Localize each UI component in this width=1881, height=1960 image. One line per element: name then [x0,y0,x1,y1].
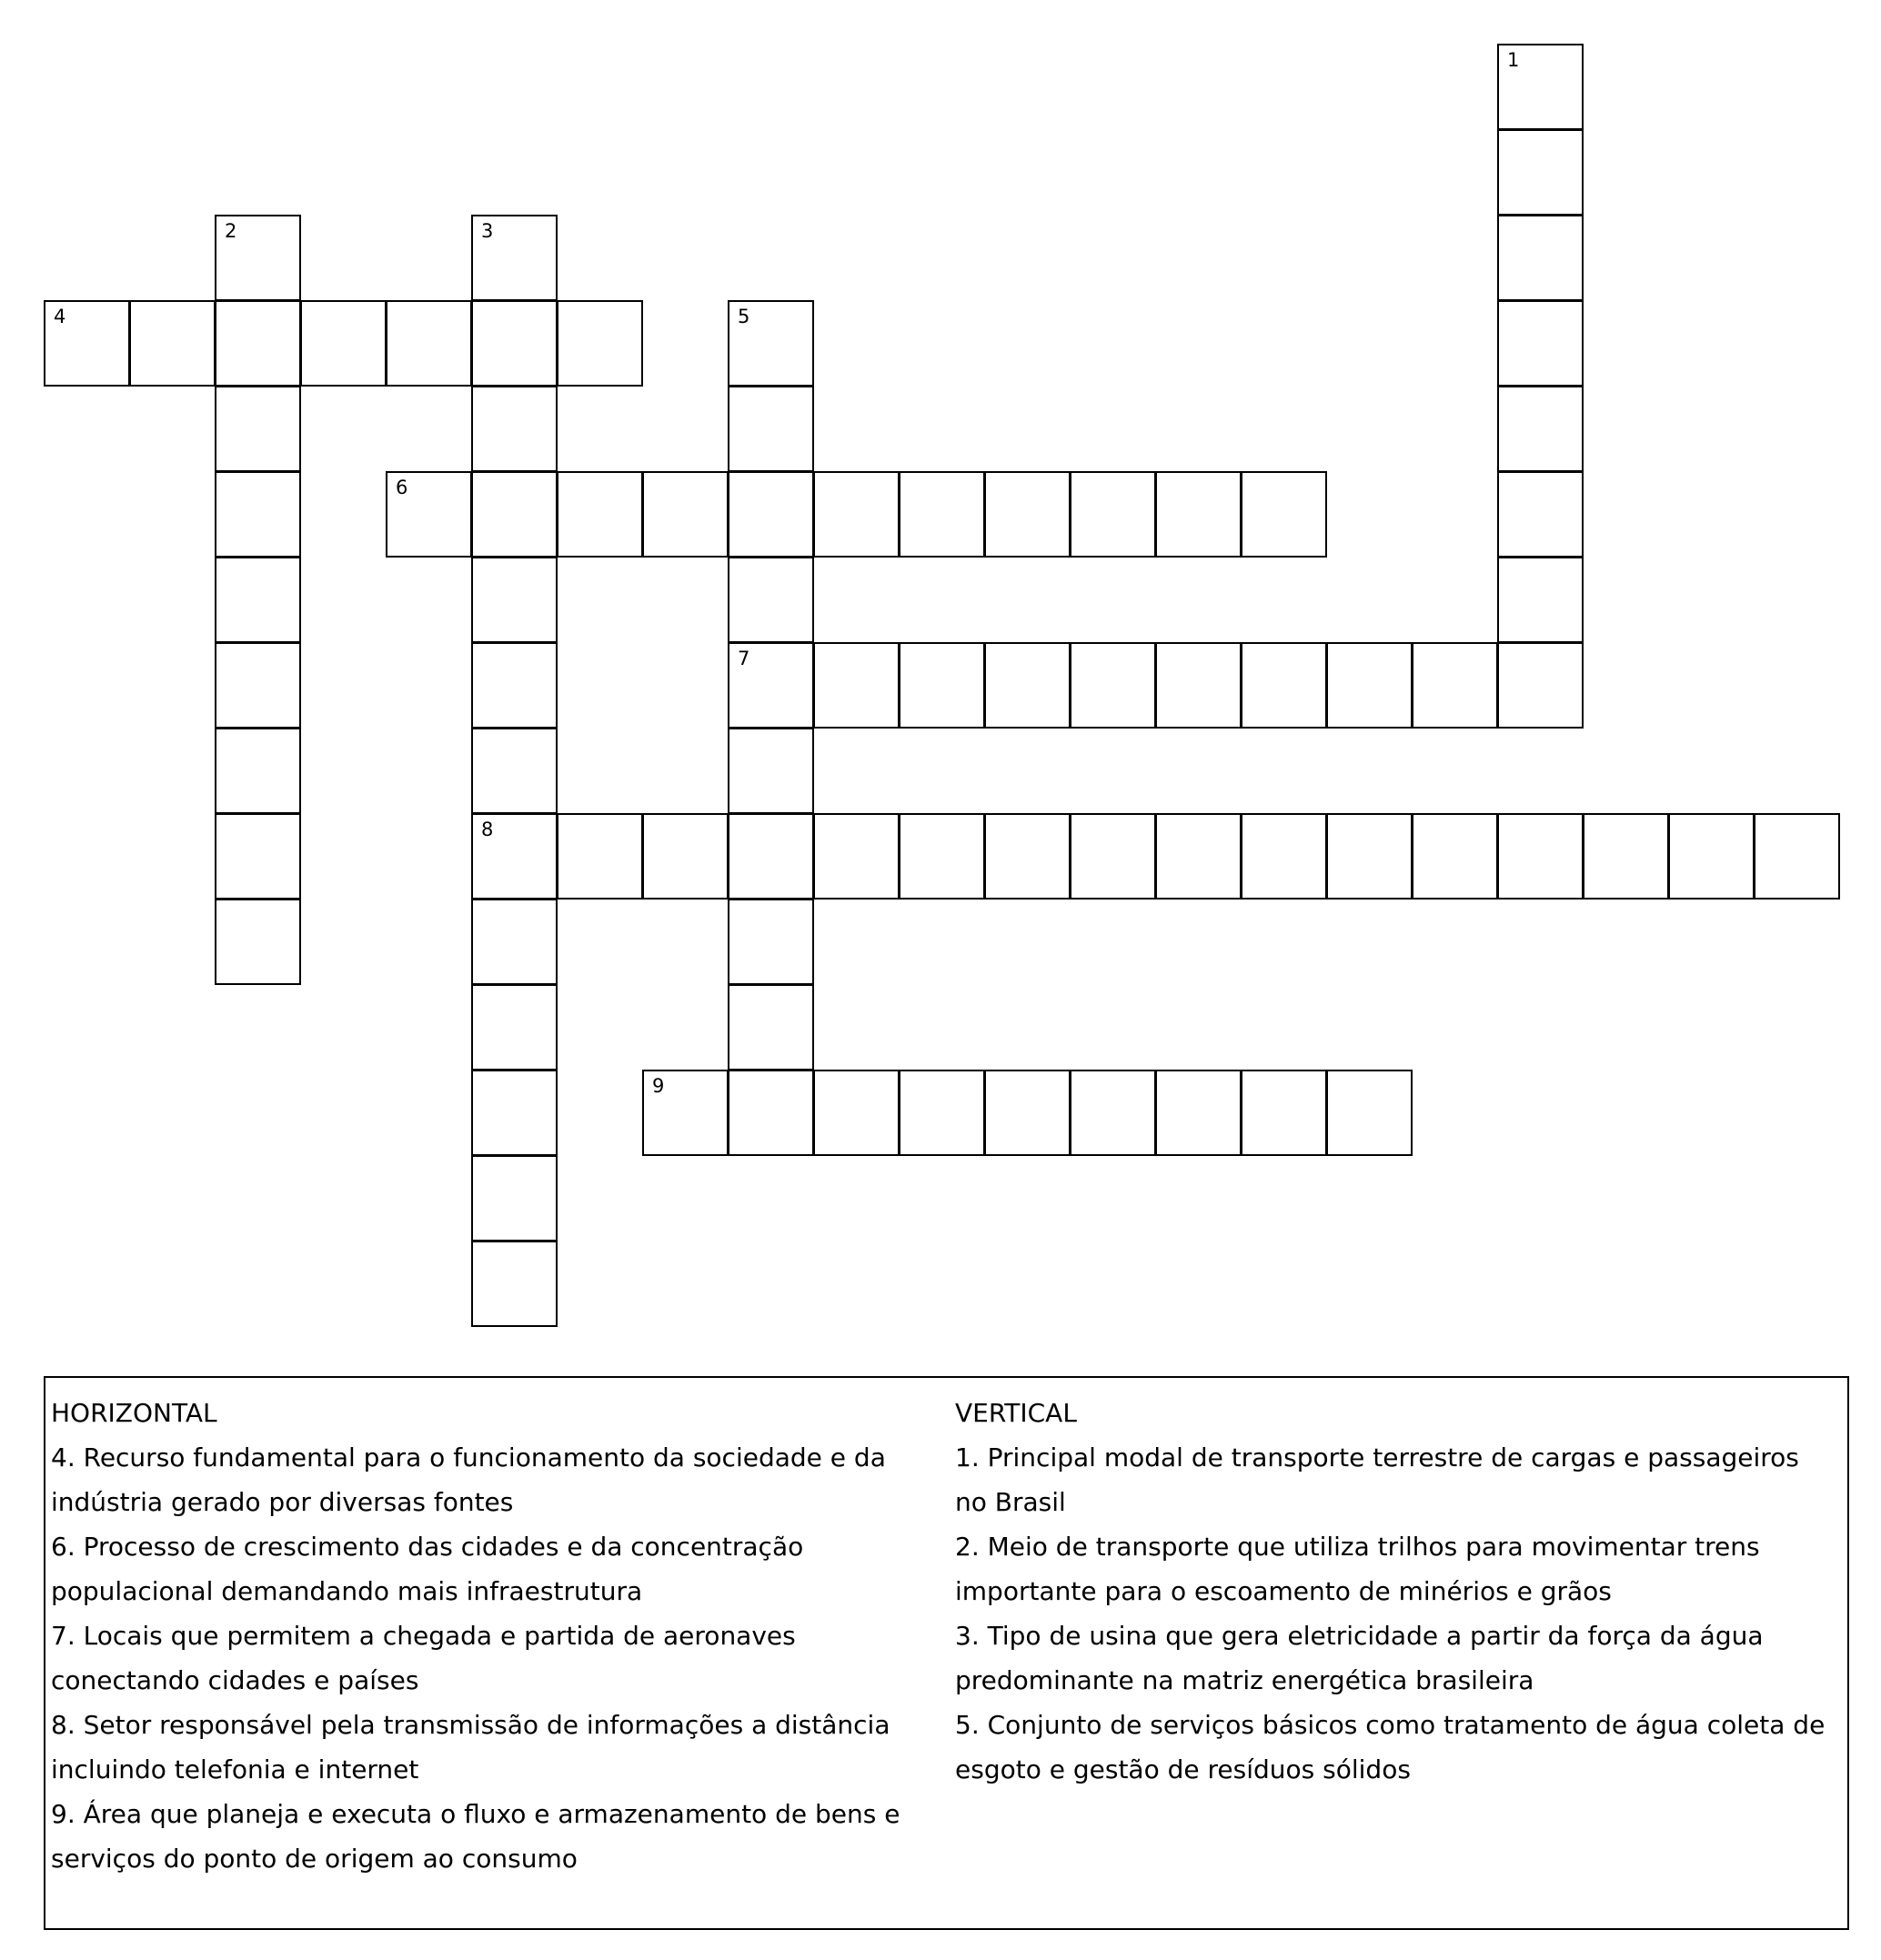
grid-cell-r7-c13[interactable] [1155,642,1242,729]
clue-across-9: 9. Área que planeja e executa o fluxo e armazenamento de bens e serviços do ponto de origem ao consumo [51,1799,900,1874]
grid-cell-r5-c17[interactable] [1497,471,1584,558]
grid-cell-r6-c2[interactable] [215,557,301,643]
grid-cell-r12-c9[interactable] [813,1070,900,1156]
grid-cell-r5-c13[interactable] [1155,471,1242,558]
grid-cell-r12-c8[interactable] [728,1070,814,1156]
grid-cell-r5-c9[interactable] [813,471,900,558]
grid-cell-r7-c12[interactable] [1070,642,1156,729]
grid-cell-r7-c16[interactable] [1412,642,1498,729]
grid-cell-r13-c5[interactable] [471,1155,558,1241]
grid-cell-r6-c17[interactable] [1497,557,1584,643]
grid-cell-r7-c11[interactable] [984,642,1071,729]
grid-cell-r9-c17[interactable] [1497,813,1584,900]
clue-across-4: 4. Recurso fundamental para o funcionamento da sociedade e da indústria gerado por diversas fontes [51,1442,886,1517]
grid-cell-r5-c7[interactable] [642,471,729,558]
grid-cell-r3-c17[interactable] [1497,300,1584,387]
grid-cell-r12-c7[interactable] [642,1070,729,1156]
grid-cell-r3-c6[interactable] [557,300,643,387]
grid-cell-r8-c8[interactable] [728,728,814,814]
clue-down-5: 5. Conjunto de serviços básicos como tratamento de água coleta de esgoto e gestão de resíduos sólidos [955,1710,1826,1784]
grid-cell-r3-c5[interactable] [471,300,558,387]
clue-number-6: 6 [396,477,408,498]
grid-cell-r9-c20[interactable] [1754,813,1840,900]
grid-cell-r7-c8[interactable] [728,642,814,729]
vertical-clues-heading: VERTICAL [955,1398,1077,1428]
grid-cell-r9-c2[interactable] [215,813,301,900]
grid-cell-r12-c14[interactable] [1241,1070,1327,1156]
grid-cell-r9-c19[interactable] [1668,813,1755,900]
grid-cell-r12-c13[interactable] [1155,1070,1242,1156]
grid-cell-r3-c0[interactable] [44,300,130,387]
clue-down-1: 1. Principal modal de transporte terrestre de cargas e passageiros no Brasil [955,1442,1799,1517]
grid-cell-r9-c9[interactable] [813,813,900,900]
clue-number-4: 4 [54,306,66,327]
grid-cell-r7-c9[interactable] [813,642,900,729]
grid-cell-r6-c8[interactable] [728,557,814,643]
grid-cell-r7-c14[interactable] [1241,642,1327,729]
grid-cell-r9-c10[interactable] [899,813,985,900]
grid-cell-r6-c5[interactable] [471,557,558,643]
grid-cell-r10-c5[interactable] [471,899,558,985]
grid-cell-r5-c5[interactable] [471,471,558,558]
grid-cell-r4-c17[interactable] [1497,386,1584,472]
grid-cell-r4-c5[interactable] [471,386,558,472]
grid-cell-r9-c12[interactable] [1070,813,1156,900]
grid-cell-r5-c2[interactable] [215,471,301,558]
clue-number-3: 3 [481,220,494,242]
grid-cell-r9-c5[interactable] [471,813,558,900]
clue-number-1: 1 [1507,49,1520,71]
clue-across-6: 6. Processo de crescimento das cidades e da concentração populacional demandando mais infraestrutura [51,1532,804,1606]
horizontal-clues [51,1391,951,1881]
grid-cell-r3-c4[interactable] [386,300,472,387]
grid-cell-r8-c2[interactable] [215,728,301,814]
grid-cell-r5-c4[interactable] [386,471,472,558]
clue-across-7: 7. Locais que permitem a chegada e partida de aeronaves conectando cidades e países [51,1621,796,1695]
grid-cell-r3-c3[interactable] [300,300,387,387]
grid-cell-r14-c5[interactable] [471,1241,558,1327]
grid-cell-r3-c1[interactable] [129,300,216,387]
grid-cell-r12-c11[interactable] [984,1070,1071,1156]
clue-down-2: 2. Meio de transporte que utiliza trilhos para movimentar trens importante para o escoamento de minérios e grãos [955,1532,1760,1606]
grid-cell-r5-c8[interactable] [728,471,814,558]
grid-cell-r11-c5[interactable] [471,984,558,1070]
grid-cell-r9-c13[interactable] [1155,813,1242,900]
grid-cell-r11-c8[interactable] [728,984,814,1070]
clue-number-7: 7 [738,648,750,669]
grid-cell-r3-c2[interactable] [215,300,301,387]
grid-cell-r7-c10[interactable] [899,642,985,729]
grid-cell-r7-c15[interactable] [1326,642,1413,729]
grid-cell-r9-c8[interactable] [728,813,814,900]
grid-cell-r9-c18[interactable] [1583,813,1669,900]
horizontal-clues-heading: HORIZONTAL [51,1398,217,1428]
grid-cell-r5-c6[interactable] [557,471,643,558]
grid-cell-r4-c8[interactable] [728,386,814,472]
grid-cell-r7-c17[interactable] [1497,642,1584,729]
grid-cell-r8-c5[interactable] [471,728,558,814]
grid-cell-r3-c8[interactable] [728,300,814,387]
grid-cell-r9-c14[interactable] [1241,813,1327,900]
grid-cell-r12-c10[interactable] [899,1070,985,1156]
grid-cell-r12-c5[interactable] [471,1070,558,1156]
grid-cell-r5-c10[interactable] [899,471,985,558]
clue-number-9: 9 [652,1075,665,1097]
grid-cell-r10-c2[interactable] [215,899,301,985]
grid-cell-r5-c14[interactable] [1241,471,1327,558]
vertical-clues [955,1391,1828,1792]
clue-across-8: 8. Setor responsável pela transmissão de informações a distância incluindo telefonia e internet [51,1710,890,1784]
clue-number-5: 5 [738,306,750,327]
grid-cell-r9-c16[interactable] [1412,813,1498,900]
clues-box [44,1376,1849,1930]
grid-cell-r10-c8[interactable] [728,899,814,985]
grid-cell-r2-c17[interactable] [1497,215,1584,301]
grid-cell-r12-c12[interactable] [1070,1070,1156,1156]
grid-cell-r9-c15[interactable] [1326,813,1413,900]
clue-number-8: 8 [481,819,494,840]
grid-cell-r0-c17[interactable] [1497,44,1584,130]
grid-cell-r5-c11[interactable] [984,471,1071,558]
grid-cell-r7-c2[interactable] [215,642,301,729]
clue-number-2: 2 [225,220,237,242]
clue-down-3: 3. Tipo de usina que gera eletricidade a partir da força da água predominante na matriz energética brasileira [955,1621,1764,1695]
grid-cell-r7-c5[interactable] [471,642,558,729]
grid-cell-r9-c6[interactable] [557,813,643,900]
grid-cell-r1-c17[interactable] [1497,129,1584,216]
grid-cell-r9-c7[interactable] [642,813,729,900]
grid-cell-r2-c5[interactable] [471,215,558,301]
grid-cell-r4-c2[interactable] [215,386,301,472]
grid-cell-r2-c2[interactable] [215,215,301,301]
grid-cell-r5-c12[interactable] [1070,471,1156,558]
grid-cell-r12-c15[interactable] [1326,1070,1413,1156]
grid-cell-r9-c11[interactable] [984,813,1071,900]
